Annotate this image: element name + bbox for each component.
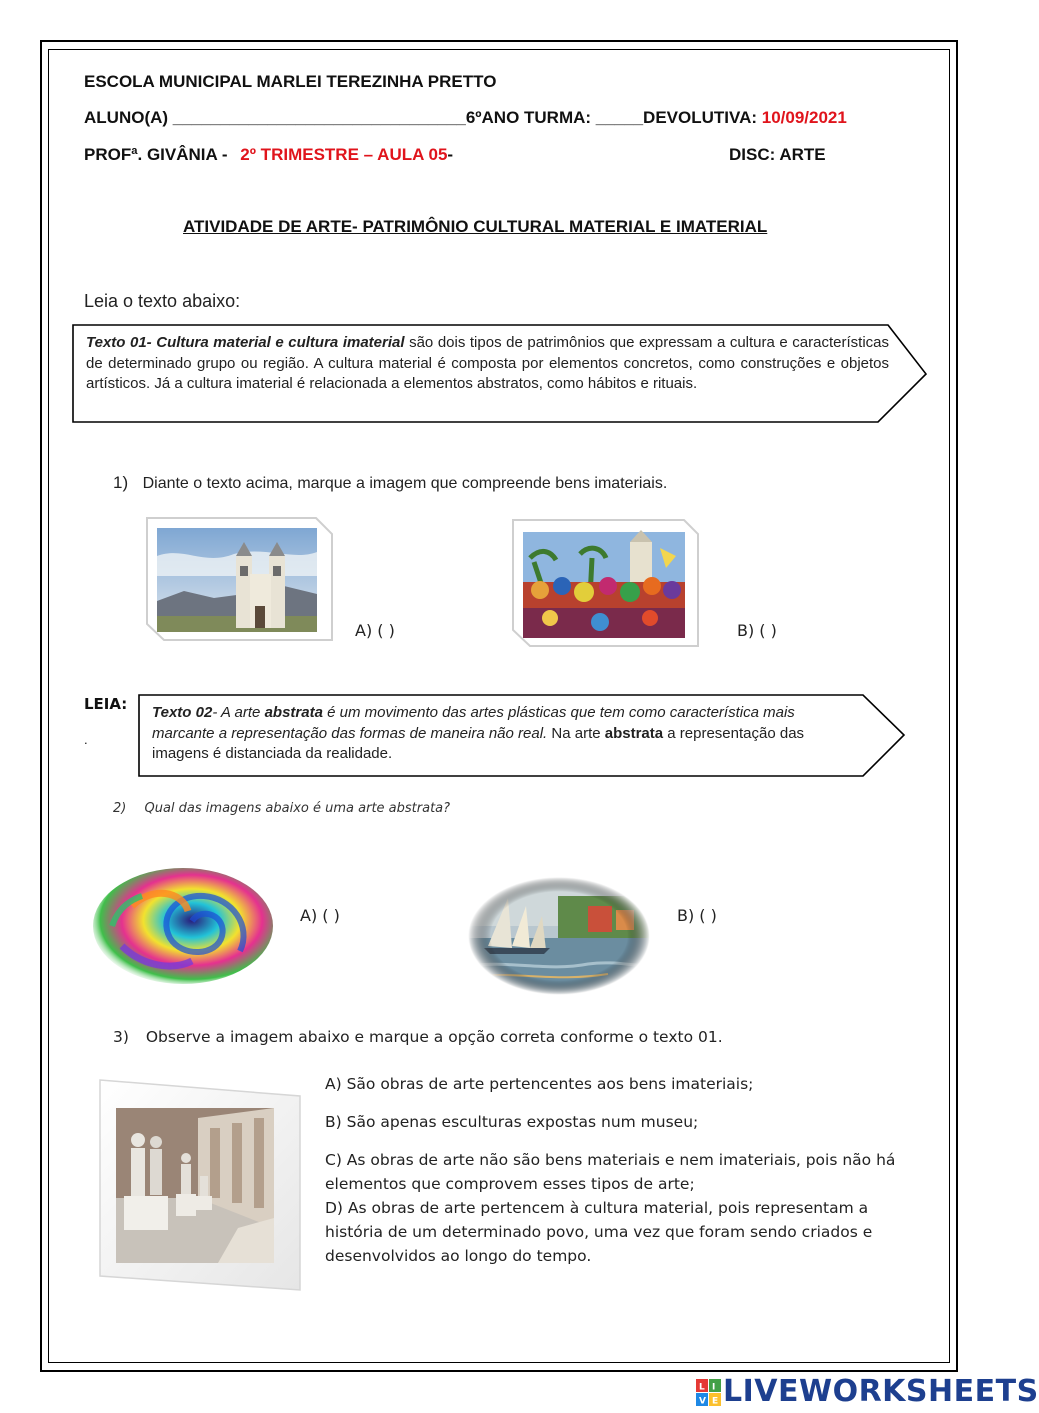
text02-part1: - A arte [212, 704, 265, 721]
text02-part3: Na arte [547, 724, 605, 742]
text02-bold1: abstrata [264, 704, 323, 721]
q1-text: Diante o texto acima, marque a imagem que compreende bens imateriais. [142, 475, 668, 492]
svg-text:E: E [712, 1396, 719, 1407]
term-label: 2º TRIMESTRE – AULA 05 [240, 145, 448, 164]
activity-title: ATIVIDADE DE ARTE- PATRIMÔNIO CULTURAL MATERIAL E IMATERIAL [183, 217, 768, 236]
liveworksheets-logo-icon [696, 1379, 722, 1407]
text01-body: são dois tipos de patrimônios que expressam a cultura e características de determinado grupo ou região. A cultura material é composta por elementos concretos, como construções e objetos artísticos. Já a cultura imaterial é relacionada a elementos abstratos, como hábitos e rituais. [86, 334, 890, 392]
q3-options [325, 1072, 930, 1268]
text02-part4: a representação das imagens é distanciada da realidade. [152, 724, 805, 762]
q3-option-d[interactable]: D) As obras de arte pertencem à cultura material, pois representam a história de um determinado povo, uma vez que foram sendo criados e desenvolvidos ao longo do tempo. [325, 1199, 873, 1265]
q1-option-b[interactable]: B) ( ) [737, 621, 777, 640]
q1-option-a[interactable]: A) ( ) [355, 621, 395, 640]
leia-dot: . [84, 732, 88, 747]
svg-text:I: I [712, 1382, 716, 1393]
liveworksheets-watermark: LIVEWORKSHEETS [723, 1374, 1039, 1409]
intro-text: Leia o texto abaixo: [84, 291, 241, 311]
festival-image[interactable] [510, 518, 700, 650]
student-line [84, 108, 847, 128]
text02-content [152, 703, 852, 765]
text01-content [86, 333, 889, 395]
text02-label: Texto 02 [152, 704, 213, 721]
text02-part2: é um movimento das artes plásticas que tem como característica mais marcante a representação das formas de maneira não real. [152, 704, 795, 742]
q3-number: 3) [113, 1028, 129, 1046]
boats-painting-image[interactable] [468, 876, 650, 996]
leia-label: LEIA: [84, 695, 128, 713]
q2 [113, 801, 450, 816]
q2-option-b[interactable]: B) ( ) [677, 906, 717, 925]
due-date: 10/09/2021 [761, 108, 847, 127]
q1 [113, 473, 667, 493]
text01-label: Texto 01- Cultura material e cultura imaterial [86, 334, 405, 351]
svg-text:V: V [699, 1396, 706, 1407]
teacher-line [84, 145, 453, 165]
discipline: DISC: ARTE [729, 145, 826, 164]
school-name: ESCOLA MUNICIPAL MARLEI TEREZINHA PRETTO [84, 72, 497, 91]
q2-number: 2) [113, 801, 127, 816]
svg-text:L: L [699, 1382, 705, 1393]
text02-bold2: abstrata [604, 724, 664, 742]
q2-text: Qual das imagens abaixo é uma arte abstrata? [144, 801, 451, 816]
q3-option-b[interactable]: B) São apenas esculturas expostas num museu; [325, 1113, 699, 1131]
q3-option-a[interactable]: A) São obras de arte pertencentes aos bens imateriais; [325, 1075, 754, 1093]
student-label: ALUNO(A) _______________________________6ºANO TURMA: _____DEVOLUTIVA: [84, 108, 758, 127]
q1-number: 1) [113, 473, 129, 492]
teacher-name: PROFª. GIVÂNIA - [84, 145, 228, 164]
church-image[interactable] [144, 516, 334, 644]
q2-option-a[interactable]: A) ( ) [300, 906, 340, 925]
term-suffix: - [447, 145, 454, 164]
museum-image[interactable] [98, 1078, 304, 1292]
q3-text: Observe a imagem abaixo e marque a opção correta conforme o texto 01. [145, 1028, 723, 1046]
abstract-art-image[interactable] [92, 866, 274, 986]
q3-option-c[interactable]: C) As obras de arte não são bens materiais e nem imateriais, pois não há elementos que comprovem esses tipos de arte; [325, 1151, 896, 1193]
q3 [113, 1028, 723, 1046]
